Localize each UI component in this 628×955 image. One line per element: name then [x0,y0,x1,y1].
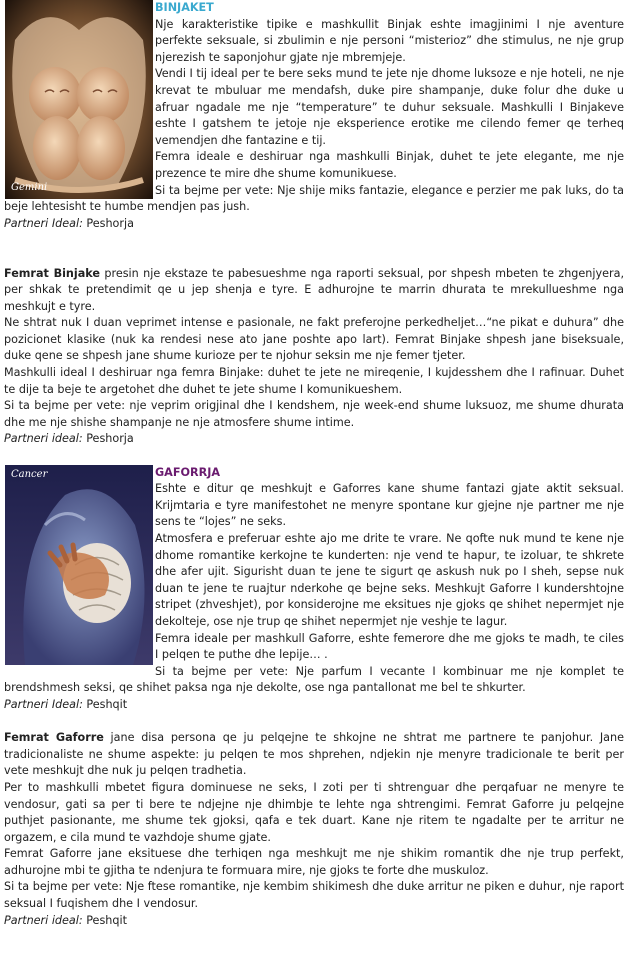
section-gaforrja [4,465,624,714]
ideal-partner-label: Partneri Ideal: [4,697,83,711]
paragraph: Femra ideale e deshiruar nga mashkulli Binjak, duhet te jete elegante, me nje prezence te mire dhe shume komunikuese. [155,150,624,180]
lead-bold: Femrat Gaforre [4,731,104,745]
ideal-partner-value: Peshorja [82,216,134,230]
ideal-partner-line [4,431,624,448]
paragraph: Per to mashkulli mbetet figura dominuese ne seks, I zoti per ti shtrenguar dhe perqafuar ne menyre te vendosur, gati sa per ti bere te ndjejne nje dhimbje te lehte nga shtrengimi. Femrat Gaforre ju pelqejne puthjet pasionante, me shume tek gjoksi, qafa e tek duart. Kane nje ritem te ngadalte per te arritur ne orgazem, e cila mund te vazhdoje shume gjate. [4,780,624,844]
ideal-partner-label: Partneri Ideal: [4,216,83,230]
cancer-illustration [5,465,153,665]
ideal-partner-line [4,697,624,714]
paragraph: Si ta bejme per vete: Nje parfum I vecante I kombinuar me nje komplet te brendshmesh seksi, qe shihet paksa nga nje dekolte, ose nga pantallonat me bel te shkurter. [4,664,624,695]
lead-paragraph [4,266,624,316]
gemini-image-label: Gemini [11,182,48,193]
lead-paragraph [4,730,624,780]
paragraph: Si ta bejme per vete: Nje ftese romantike, nje kembim shikimesh dhe duke arritur ne piken e duhur, nje raport seksual I fuqishem dhe I vendosur. [4,880,624,911]
cancer-image-label: Cancer [11,468,48,480]
paragraph: Si ta bejme per vete: nje veprim origjinal dhe I kendshem, nje week-end shume luksuoz, me shume dhurata dhe me nje shishe shampanje ne nje atmosfere shume intime. [4,399,624,429]
section-femrat-binjake [4,266,624,449]
lead-text: presin nje ekstaze te pabesueshme nga raporti seksual, por shpesh mbeten te zhgenjyera, per shkak te pretendimit qe u jep shenja e tyre. E adhurojne te marrin dhurata te mrekullueshme nga meshkujt e tyre. [4,266,625,313]
ideal-partner-value: Peshqit [82,697,128,711]
lead-bold: Femrat Binjake [4,266,101,280]
paragraph: Femra ideale per mashkull Gaforre, eshte femerore dhe me gjoks te madh, te ciles I pelqen te puthe dhe lepije… . [155,631,624,662]
paragraph: Ne shtrat nuk I duan veprimet intense e pasionale, ne fakt preferojne perkedheljet…“ne pikat e duhura” dhe pozicionet klasike (nuk ka rendesi nese ato jane poshte apo lart). Femrat Binjake shpesh jane biseksuale, duke qene se shpesh jane shume kurioze per te njohur seksin me nje femer tjeter. [4,316,624,363]
ideal-partner-line [4,913,624,930]
paragraph: Femrat Gaforre jane eksituese dhe terhiqen nga meshkujt me nje shikim romantik dhe nje trup perfekt, adhurojne mbi te gjitha te ndenjura te formuara mire, nje gjoks te forte dhe muskuloz. [4,847,624,877]
ideal-partner-label: Partneri ideal: [4,913,83,927]
lead-text: jane disa persona qe ju pelqejne te shkojne ne shtrat me partnere te panjohur. Jane tradicionaliste ne shume aspekte: ju pelqen te mos shprehen, ndjekin nje menyre tradicionale te berit per vete meshkujt dhe nuk ju pelqen tradhetia. [4,731,624,778]
section-heading-gaforrja: GAFORRJA [155,465,221,479]
ideal-partner-line [4,216,624,233]
paragraph: Vendi I tij ideal per te bere seks mund te jete nje dhome luksoze e nje hoteli, ne nje krevat te mbuluar me mendafsh, duke pire shampanje, duke folur dhe duke u afruar ngadale me nje “temperature” te duhur seksuale. Mashkulli I Binjakeve eshte I gatshem te jetoje nje eksperience erotike me cilendo femer qe terheq vemendjen dhe fantazine e tij. [155,67,624,147]
paragraph: Nje karakteristike tipike e mashkullit Binjak eshte imagjinimi I nje aventure perfekte seksuale, si zbulimin e nje personi “misterioz” dhe stimulus, ne nje grup njerezish te saponjohur gjate nje mbremjeje. [155,17,624,64]
ideal-partner-value: Peshqit [82,913,127,927]
ideal-partner-value: Peshorja [82,432,134,446]
paragraph: Si ta bejme per vete: Nje shije miks fantazie, elegance e perzier me pak luks, do ta beje lehtesisht te humbe mendjen pas jush. [4,183,624,214]
paragraph: Mashkulli ideal I deshiruar nga femra Binjake: duhet te jete ne mireqenie, I kujdesshem dhe I rafinuar. Duhet te dije ta beje te argetohet dhe duhet te jete shume I komunikueshem. [4,366,624,396]
paragraph: Atmosfera e preferuar eshte ajo me drite te vrare. Ne qofte nuk mund te kene nje dhome romantike kerkojne te kunderten: nje vend te hapur, te izoluar, te shkrete dhe afer ujit. Sigurisht duan te jene te sigurt qe askush nuk po I sheh, sepse nuk duan te jene te ruajtur nderkohe qe bejne seks. Meshkujt Gaforre I kundershtojne stripet (zhveshjet), por konsiderojne me eksitues nje gjoks qe shihet nepermjet nje dekolteje, ose nje trup qe shihet nepermjet nje veshje te lagur. [155,532,624,628]
section-binjaket [4,0,624,232]
section-femrat-gaforre [4,730,624,929]
paragraph: Eshte e ditur qe meshkujt e Gaforres kane shume fantazi gjate aktit seksual. Krijmtaria e tyre manifestohet ne menyre spontane kur gjejne nje partner me nje sens te “lojes” ne seks. [155,482,624,529]
section-heading-binjaket: BINJAKET [155,1,214,14]
gemini-illustration [5,0,153,199]
ideal-partner-label: Partneri ideal: [4,432,83,446]
